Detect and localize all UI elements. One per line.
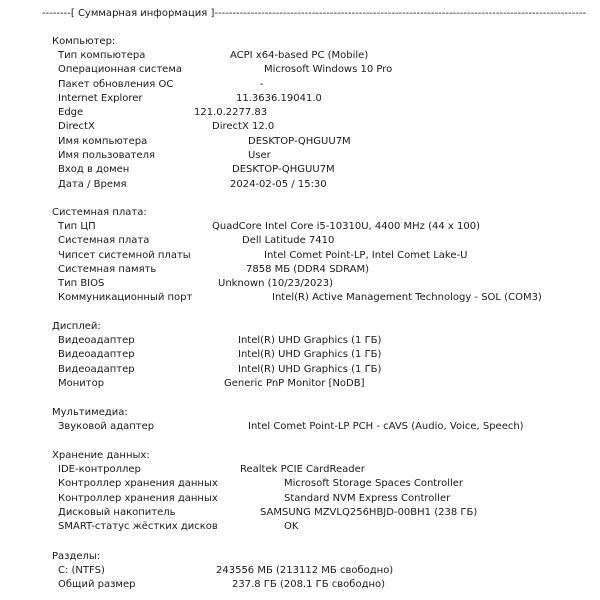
row-label: Пакет обновления ОС	[58, 78, 174, 90]
row-label: Edge	[58, 107, 84, 119]
row-date-time	[52, 178, 327, 192]
row-value: Intel Comet Point-LP PCH - cAVS (Audio, Voice, Speech)	[248, 421, 524, 432]
row-value: Realtek PCIE CardReader	[240, 464, 365, 475]
row-label: Тип ЦП	[58, 221, 96, 232]
row-value: -	[260, 78, 264, 90]
section-storage	[52, 449, 478, 534]
row-value: User	[248, 150, 271, 162]
row-motherboard	[52, 234, 335, 248]
row-disk-drive	[52, 506, 478, 520]
section-title: Мультимедиа:	[52, 407, 128, 418]
row-label: Системная плата	[58, 235, 150, 247]
section-motherboard	[52, 206, 542, 306]
row-label: Дата / Время	[58, 178, 127, 190]
row-value: DESKTOP-QHGUU7M	[248, 135, 351, 147]
row-computer-name	[52, 135, 351, 149]
row-monitor	[52, 377, 365, 391]
row-value: ACPI x64-based PC (Mobile)	[230, 50, 369, 61]
row-system-memory	[52, 263, 370, 277]
row-label: C: (NTFS)	[58, 565, 105, 576]
row-label: Видеоадаптер	[58, 349, 135, 361]
row-value: Microsoft Storage Spaces Controller	[284, 478, 464, 490]
row-label: Коммуникационный порт	[58, 292, 193, 304]
row-value: Intel Comet Point-LP, Intel Comet Lake-U	[264, 249, 468, 261]
row-value: 2024-02-05 / 15:30	[230, 178, 327, 190]
section-title: Разделы:	[52, 551, 101, 562]
section-display	[52, 320, 382, 391]
row-partition-c	[52, 564, 394, 578]
row-label: Дисковый накопитель	[58, 506, 176, 518]
row-value: Microsoft Windows 10 Pro	[264, 64, 393, 76]
row-value: Standard NVM Express Controller	[284, 492, 451, 504]
row-value: 243556 МБ (213112 МБ свободно)	[216, 565, 394, 576]
row-value: Generic PnP Monitor [NoDB]	[224, 377, 365, 389]
row-label: Общий размер	[58, 579, 136, 591]
row-value: OK	[284, 521, 299, 533]
row-video-adapter	[52, 334, 382, 348]
row-value: Intel(R) UHD Graphics (1 ГБ)	[238, 349, 382, 361]
row-os	[52, 63, 393, 77]
row-value: DESKTOP-QHGUU7M	[232, 164, 335, 176]
row-video-adapter	[52, 348, 382, 362]
section-title: Системная плата:	[52, 207, 147, 218]
row-label: IDE-контроллер	[58, 464, 141, 475]
row-label: Операционная система	[58, 64, 183, 76]
section-partitions	[52, 550, 394, 593]
row-user-name	[52, 149, 271, 163]
row-domain-logon	[52, 163, 335, 177]
row-os-service-pack	[52, 78, 264, 92]
row-chipset	[52, 249, 468, 263]
row-label: SMART-статус жёстких дисков	[58, 521, 218, 533]
row-label: Имя пользователя	[58, 150, 156, 162]
row-label: Internet Explorer	[58, 92, 143, 104]
row-label: Тип компьютера	[58, 50, 146, 61]
row-bios-type	[52, 277, 334, 291]
row-value: QuadCore Intel Core i5-10310U, 4400 MHz (44 x 100)	[212, 221, 480, 232]
row-value: Intel(R) UHD Graphics (1 ГБ)	[238, 363, 382, 375]
row-value: 11.3636.19041.0	[236, 92, 322, 104]
row-label: Контроллер хранения данных	[58, 492, 218, 504]
row-value: Intel(R) Active Management Technology - SOL (COM3)	[272, 292, 542, 304]
row-cpu-type	[52, 220, 480, 234]
row-label: DirectX	[58, 121, 95, 133]
row-storage-controller	[52, 477, 464, 491]
row-value: Intel(R) UHD Graphics (1 ГБ)	[238, 335, 382, 346]
section-title: Хранение данных:	[52, 450, 150, 461]
row-directx	[52, 120, 275, 134]
row-label: Имя компьютера	[58, 135, 148, 147]
row-video-adapter	[52, 363, 382, 377]
row-label: Звуковой адаптер	[58, 421, 155, 432]
row-label: Видеоадаптер	[58, 335, 135, 346]
row-audio-adapter	[52, 420, 524, 434]
row-internet-explorer	[52, 92, 322, 106]
section-multimedia	[52, 406, 524, 434]
row-label: Чипсет системной платы	[58, 249, 191, 261]
row-ide-controller	[52, 463, 365, 477]
row-edge	[52, 106, 268, 120]
section-header-summary: --------[ Суммарная информация ]-------------------------------------------------------------------------------------------------------	[42, 8, 587, 19]
row-value: SAMSUNG MZVLQ256HBJD-00BH1 (238 ГБ)	[260, 506, 478, 518]
row-smart-status	[52, 520, 299, 534]
row-value: 121.0.2277.83	[194, 107, 268, 119]
row-value: Unknown (10/23/2023)	[218, 278, 334, 290]
row-value: 237.8 ГБ (208.1 ГБ свободно)	[232, 579, 386, 591]
row-comm-port	[52, 291, 542, 305]
row-total-size	[52, 578, 386, 592]
row-value: Dell Latitude 7410	[242, 235, 335, 247]
row-label: Тип BIOS	[58, 278, 105, 290]
section-title: Компьютер:	[52, 36, 116, 47]
row-computer-type	[52, 49, 369, 63]
row-value: 7858 МБ (DDR4 SDRAM)	[246, 263, 370, 275]
section-title: Дисплей:	[52, 321, 101, 332]
row-label: Монитор	[58, 377, 105, 389]
row-label: Системная память	[58, 263, 157, 275]
section-computer	[52, 35, 393, 192]
row-value: DirectX 12.0	[212, 121, 275, 133]
row-label: Видеоадаптер	[58, 363, 135, 375]
row-label: Вход в домен	[58, 164, 130, 176]
row-label: Контроллер хранения данных	[58, 478, 218, 490]
row-storage-controller	[52, 492, 451, 506]
